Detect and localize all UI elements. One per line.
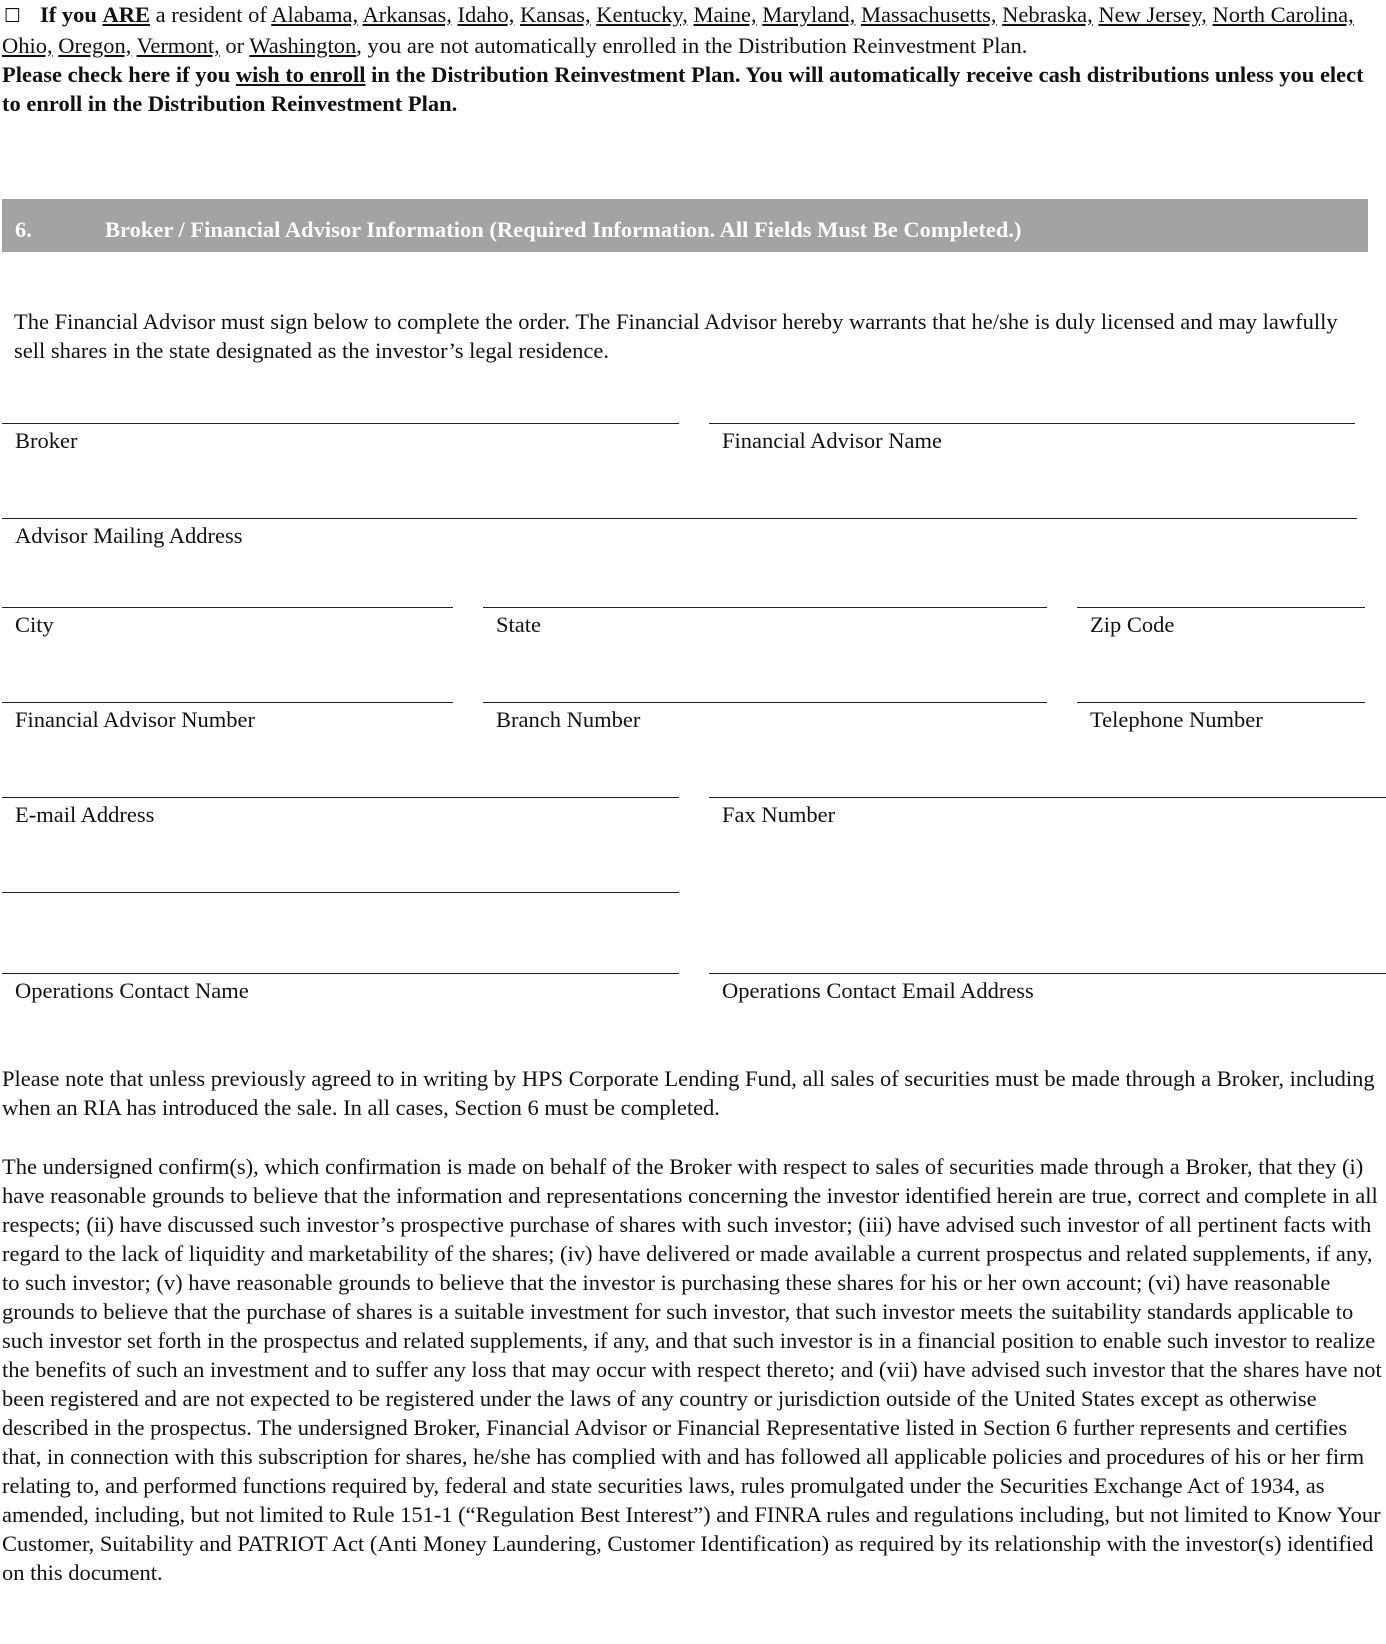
telephone-label: Telephone Number [1090,707,1263,732]
zip-label: Zip Code [1090,612,1175,637]
fax-input-line[interactable] [709,797,1386,798]
state-label: State [496,612,541,637]
intro-resident-of: a resident of [155,2,267,27]
drip-intro-paragraph [2,0,1382,118]
state-arkansas: Arkansas, [362,2,452,27]
section-title: Broker / Financial Advisor Information (Required Information. All Fields Must Be Completed.) [105,217,1022,242]
mailing-address-label: Advisor Mailing Address [15,523,243,548]
section-number: 6. [15,217,32,242]
broker-input-line[interactable] [2,423,679,424]
state-alabama: Alabama, [271,2,359,27]
email-input-line[interactable] [2,797,679,798]
ops-email-input-line[interactable] [709,973,1386,974]
intro-enroll-rest: in the Distribution Reinvestment Plan. You will automatically receive cash distributions unless you elect to enroll in the Distribution Reinvestment Plan. [2,62,1364,116]
fax-label: Fax Number [722,802,836,827]
drip-enroll-checkbox[interactable]: ☐ [4,5,22,27]
intro-lead: If you [40,2,97,27]
intro-are: ARE [102,2,151,27]
advisor-name-label: Financial Advisor Name [722,428,942,453]
state-vermont: Vermont, [136,33,220,58]
broker-requirement-note: Please note that unless previously agreed to in writing by HPS Corporate Lending Fund, all sales of securities must be made through a Broker, including when an RIA has introduced the sale. In all cases, Section 6 must be completed. [2,1066,1375,1120]
state-idaho: Idaho, [457,2,515,27]
city-label: City [15,612,54,637]
city-input-line[interactable] [2,607,453,608]
broker-label: Broker [15,428,78,453]
email-label: E-mail Address [15,802,155,827]
section-6-header [2,199,1368,252]
zip-input-line[interactable] [1077,607,1365,608]
state-kentucky: Kentucky, [596,2,688,27]
advisor-number-input-line[interactable] [2,702,453,703]
advisor-statement: The Financial Advisor must sign below to complete the order. The Financial Advisor hereby warrants that he/she is duly licensed and may lawfully sell shares in the state designated as the investor’s legal residence. [14,309,1338,363]
intro-please-check: Please check here if you [2,62,231,87]
ops-name-input-line[interactable] [2,973,679,974]
branch-number-input-line[interactable] [483,702,1047,703]
state-new-jersey: New Jersey, [1098,2,1207,27]
state-kansas: Kansas, [519,2,591,27]
advisor-name-input-line[interactable] [709,423,1355,424]
state-ohio: Ohio, [2,33,53,58]
ops-name-label: Operations Contact Name [15,978,249,1003]
confirmation-paragraph: The undersigned confirm(s), which confirmation is made on behalf of the Broker with respect to sales of securities made through a Broker, that they (i) have reasonable grounds to believe that the information and representations concerning the investor identified herein are true, correct and complete in all respects; (ii) have discussed such investor’s prospective purchase of shares with such investor; (iii) have advised such investor of all pertinent facts with regard to the lack of liquidity and marketability of the shares; (iv) have delivered or made available a current prospectus and related supplements, if any, to such investor; (v) have reasonable grounds to believe that the investor is purchasing these shares for his or her own account; (vi) have reasonable grounds to believe that the purchase of shares is a suitable investment for such investor, that such investor meets the suitability standards applicable to such investor set forth in the prospectus and related supplements, if any, and that such investor is in a financial position to enable such investor to realize the benefits of such an investment and to suffer any loss that may occur with respect thereto; and (vii) have advised such investor that the shares have not been registered and are not expected to be registered under the laws of any country or jurisdiction outside of the United States except as otherwise described in the prospectus. The undersigned Broker, Financial Advisor or Financial Representative listed in Section 6 further represents and certifies that, in connection with this subscription for shares, he/she has complied with and has followed all applicable policies and procedures of his or her firm relating to, and performed functions required by, federal and state securities laws, rules promulgated under the Securities Exchange Act of 1934, as amended, including, but not limited to Rule 151-1 (“Regulation Best Interest”) and FINRA rules and regulations including, but not limited to Know Your Customer, Suitability and PATRIOT Act (Anti Money Laundering, Customer Identification) as required by its relationship with the investor(s) identified on this document. [2,1154,1382,1585]
state-north-carolina: North Carolina, [1212,2,1354,27]
mailing-address-input-line[interactable] [2,518,1357,519]
ops-email-label: Operations Contact Email Address [722,978,1034,1003]
advisor-number-label: Financial Advisor Number [15,707,255,732]
state-nebraska: Nebraska, [1002,2,1093,27]
state-input-line[interactable] [483,607,1047,608]
state-washington: Washington [249,33,357,58]
state-oregon: Oregon, [58,33,132,58]
branch-number-label: Branch Number [496,707,641,732]
intro-wish-to-enroll: wish to enroll [235,62,366,87]
telephone-input-line[interactable] [1077,702,1365,703]
state-maine: Maine, [693,2,757,27]
intro-not-enrolled: , you are not automatically enrolled in the Distribution Reinvestment Plan. [356,33,1028,58]
state-massachusetts: Massachusetts, [860,2,997,27]
extra-input-line[interactable] [2,892,679,893]
state-maryland: Maryland, [762,2,856,27]
intro-or: or [225,33,245,58]
